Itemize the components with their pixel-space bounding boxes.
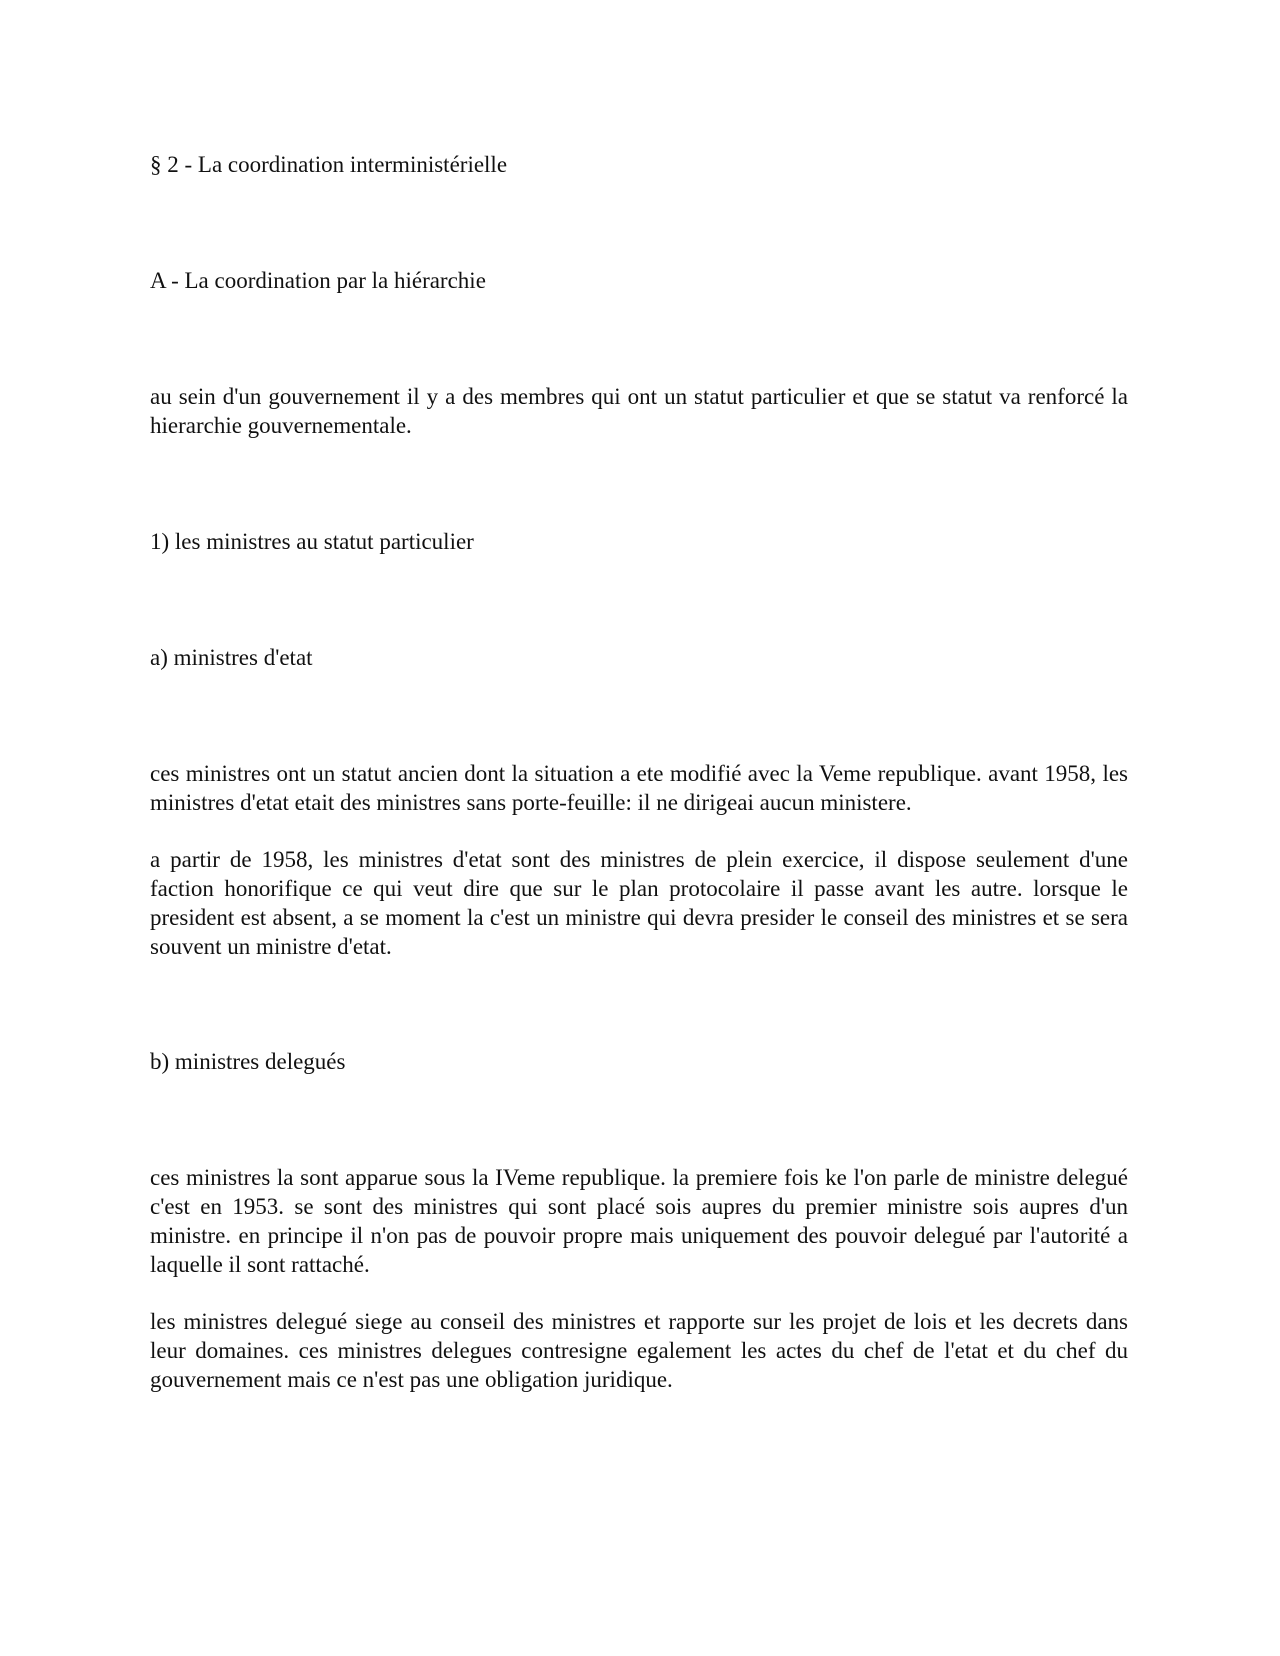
subpoint-b-paragraph-2: les ministres delegué siege au conseil des ministres et rapporte sur les projet de lois et les decrets dans leur domaines. ces ministres delegues contresigne egalement les actes du chef de l'etat et du chef du gouvernement mais ce n'est pas une obligation juridique. [150, 1309, 1128, 1392]
section-heading: § 2 - La coordination interministérielle [150, 152, 508, 177]
subpoint-a-heading: a) ministres d'etat [150, 645, 313, 670]
document-page [150, 0, 1128, 1656]
subpoint-b-paragraph-1: ces ministres la sont apparue sous la IVeme republique. la premiere fois ke l'on parle de ministre delegué c'est en 1953. se sont des ministres qui sont placé sois aupres du premier ministre sois aupres d'un ministre. en principe il n'on pas de pouvoir propre mais uniquement des pouvoir delegué par l'autorité a laquelle il sont rattaché. [150, 1165, 1128, 1277]
intro-paragraph: au sein d'un gouvernement il y a des membres qui ont un statut particulier et que se statut va renforcé la hierarchie gouvernementale. [150, 384, 1128, 438]
subpoint-b-heading: b) ministres delegués [150, 1049, 346, 1074]
point-heading: 1) les ministres au statut particulier [150, 529, 474, 554]
subpoint-a-paragraph-1: ces ministres ont un statut ancien dont la situation a ete modifié avec la Veme republique. avant 1958, les ministres d'etat etait des ministres sans porte-feuille: il ne dirigeai aucun ministere. [150, 761, 1128, 815]
subpoint-a-paragraph-2: a partir de 1958, les ministres d'etat sont des ministres de plein exercice, il dispose seulement d'une faction honorifique ce qui veut dire que sur le plan protocolaire il passe avant les autre. lorsque le president est absent, a se moment la c'est un ministre qui devra presider le conseil des ministres et se sera souvent un ministre d'etat. [150, 847, 1128, 959]
subsection-heading: A - La coordination par la hiérarchie [150, 268, 486, 293]
